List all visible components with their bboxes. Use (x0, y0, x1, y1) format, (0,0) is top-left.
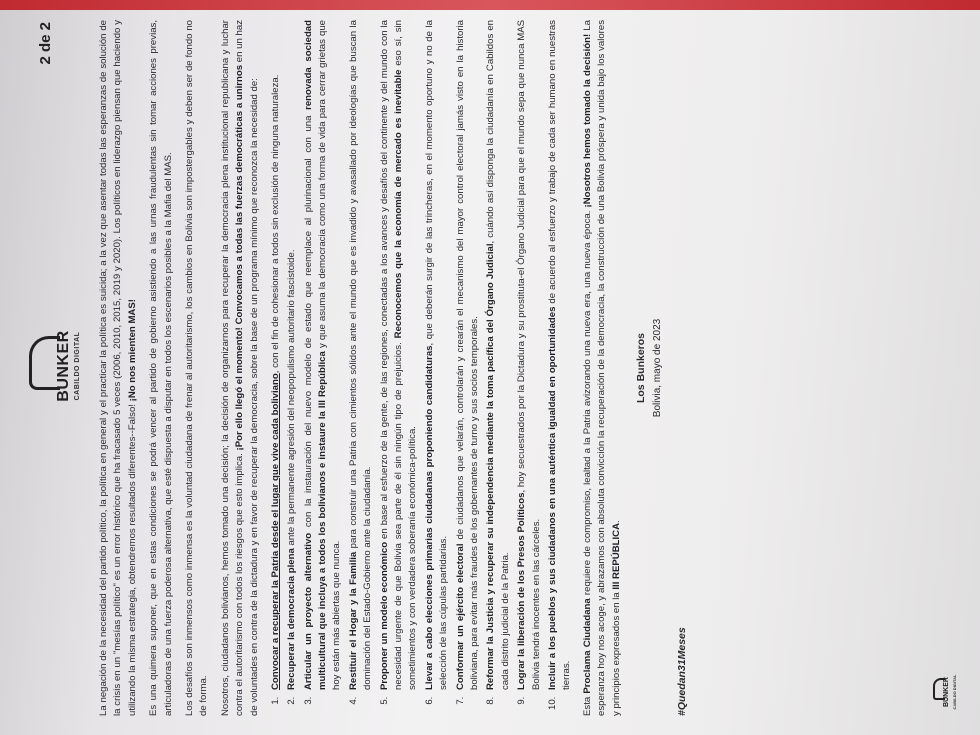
signature-block (634, 20, 665, 716)
document-page (5, 8, 975, 728)
demands-list (269, 20, 575, 716)
logo-name: BUNKER (55, 329, 72, 402)
footer-logo-sub: CABILDO DIGITAL (952, 673, 957, 710)
list-item: 3. Articular un proyecto alternativo con la instauración del nuevo modelo de estado que reemplace al plurinacional con una renovada sociedad multicultural que incluya a todos los bolivianos e instaure la III República y que asuma la democracia como una forma de vida para cerrar grietas que hoy están más abiertas que nunca. (302, 20, 345, 694)
signature-name: Los Bunkeros (634, 332, 647, 403)
bunker-logo (27, 316, 87, 416)
document-body (97, 8, 690, 728)
list-item: 1. Convocar a recuperar la Patria desde el lugar que vive cada boliviano, con el fin de cohesionar a todos sin exclusión de ninguna naturaleza. (269, 20, 283, 694)
paragraph-5: Esta Proclama Ciudadana requiere de compromiso, lealtad a la Patria avizorando una nueva era, una nueva época. ¡Nosotros hemos tomado la decisión! La esperanza hoy nos acoge, y abrazamos con absoluta convicción la recuperación de la democracia, la construcción de una Bolivia próspera y unida bajo los valores y principios expresados en la III REPÚBLICA. (581, 19, 622, 716)
page-header (5, 8, 97, 728)
footer-logo (933, 672, 961, 712)
list-item: 6. Llevar a cabo elecciones primarias ciudadanas proponiendo candidaturas, que deberán surgir de las trincheras, en el momento oportuno y no de la selección de las cúpulas partidarias. (423, 20, 452, 694)
footer-logo-name: BUNKER (943, 676, 950, 707)
paragraph-1: La negación de la necesidad del partido político, la política en general y el practicar la política es suicida; a la vez que asentar todas las esperanzas de solución de la crisis en un "mesías político" es un error histórico que ha fracasado 5 veces (2006, 2010, 2015, 2019 y 2020). Los políticos en liderazgo piensan que haciendo y utilizando la misma estrategia, obtendremos resultados diferentes--Falso! ¡No nos mienten MAS! (98, 19, 138, 716)
list-item: 7. Conformar un ejército electoral de ciudadanos que velarán, controlarán y crearán el mecanismo del mayor control electoral jamás visto en la historia boliviana, para evitar más fraudes de los gobernantes de turno y sus socios temporales. (454, 20, 483, 694)
paragraph-2: Es una quimera suponer, que en estas condiciones se podrá vencer al partido de gobierno asistiendo a las urnas fraudulentas sin tomar acciones previas, articuladoras de una fuerza poderosa alternativa, que esté dispuesta a disputar en todos los escenarios posibles a la Mafia del MAS. (148, 19, 174, 716)
paragraph-3: Los desafíos son inmensos como inmensa es la voluntad ciudadana de frenar al autoritarismo, los cambios en Bolivia son impostergables y deben ser de fondo no de forma. (183, 19, 210, 716)
logo-sub: CABILDO DIGITAL (74, 331, 81, 400)
signature-location: Bolivia, mayo de 2023 (651, 318, 663, 417)
page-number: 2 de 2 (37, 21, 54, 65)
list-item: 2. Recuperar la democracia plena ante la permanente agresión del neopopulismo autoritario fascistoide. (285, 20, 299, 694)
list-item: 10. Incluir a los pueblos y sus ciudadanos en una auténtica igualdad en oportunidades de acuerdo al esfuerzo y trabajo de cada ser humano en nuestras tierras. (546, 20, 575, 694)
list-item: 9. Lograr la liberación de los Presos Políticos, hoy secuestrados por la Dictadura y su prostituta-el Órgano Judicial para que el mundo sepa que nunca MAS Bolivia tendrá inocentes en las cárceles. (515, 20, 544, 694)
hashtag: #Quedan31Meses (675, 626, 688, 716)
paragraph-4: Nosotros, ciudadanos bolivianos, hemos tomado una decisión; la decisión de organizarnos para recuperar la democracia plena institucional republicana y luchar contra el autoritarismo con todos los riesgos que esto implica. ¡Por ello llegó el momento! Convocamos a todas las fuerzas democráticas a unirnos en un haz de voluntades en contra de la dictadura y en favor de recuperar la democracia, sobre la base de un programa mínimo que reconozca la necesidad de: (219, 19, 260, 716)
list-item: 5. Proponer un modelo económico en base al esfuerzo de la gente, de las regiones, conectadas a los avances y desafíos del continente y del mundo con la necesidad urgente de que Bolivia sea parte de él sin ningún tipo de prejuicios. Reconocemos que la economía de mercado es inevitable eso sí, sin sometimientos y con verdadera soberanía económica-política. (378, 20, 421, 694)
list-item: 4. Restituir el Hogar y la Familia para construir una Patria con cimientos sólidos ante el mundo que es invadido y avasallado por ideologías que buscan la dominación del Estado-Gobierno ante la ciudadanía. (347, 20, 376, 694)
list-item: 8. Reformar la Justicia y recuperar su independencia mediante la toma pacífica del Órgano Judicial, cuándo así disponga la ciudadanía en Cabildos en cada distrito judicial de la Patria. (484, 20, 513, 694)
